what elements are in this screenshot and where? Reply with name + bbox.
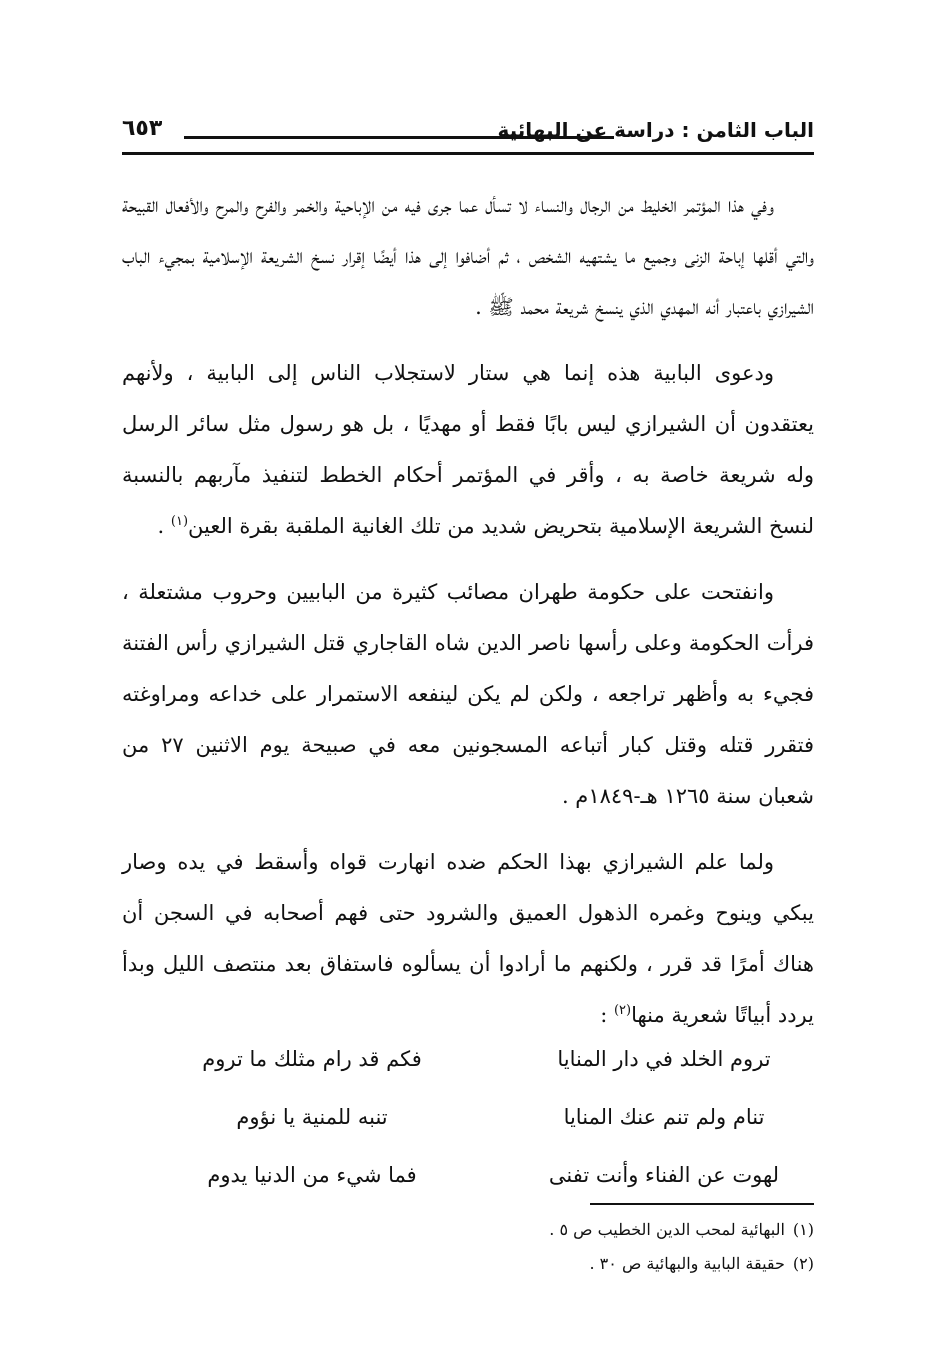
- footnote-number: (٢): [792, 1254, 814, 1273]
- paragraph-text: ولما علم الشيرازي بهذا الحكم ضده انهارت قواه وأسقط في يده وصار يبكي وينوح وغمره الذهول العميق والشرود حتى فهم أصحابه في السجن أن هناك أمرًا قد قرر ، ولكنهم ما أرادوا أن يسألوه فاستفاق بعد منتصف الليل وبدأ يردد أبياتًا شعرية منها: [122, 850, 814, 1027]
- footnote-number: (١): [792, 1220, 814, 1239]
- running-head: الباب الثامن : دراسة عن البهائية: [497, 118, 814, 142]
- poem-verse: [122, 1088, 814, 1146]
- verse-second-half: فما شيء من الدنيا يدوم: [207, 1163, 417, 1187]
- header-rule: [122, 152, 814, 155]
- paragraph-2: [122, 348, 814, 552]
- footnote-2: [122, 1247, 814, 1281]
- header-line: [184, 136, 614, 139]
- verse-second-half: تنبه للمنية يا نؤوم: [236, 1105, 388, 1129]
- verse-first-half: لهوت عن الفناء وأنت تفنى: [548, 1163, 780, 1187]
- footnote-text: حقيقة البابية والبهائية ص ٣٠ .: [589, 1254, 785, 1273]
- footnote-ref-2[interactable]: (٢): [613, 1003, 632, 1018]
- poem: [122, 1030, 814, 1204]
- footnote-text: البهائية لمحب الدين الخطيب ص ٥ .: [549, 1220, 785, 1239]
- paragraph-tail: .: [157, 514, 171, 538]
- footnotes: [122, 1213, 814, 1281]
- paragraph-tail: :: [600, 1003, 614, 1027]
- verse-first-half: تنام ولم تنم عنك المنايا: [563, 1105, 765, 1129]
- paragraph-text: وفي هذا المؤتمر الخليط من الرجال والنساء لا تسأل عما جرى فيه من الإباحية والخمر والفرح والمرح والأفعال القبيحة والتي أقلها إباحة الزنى وجميع ما يشتهيه الشخص ، ثم أضافوا إلى هذا أيضًا إقرار نسخ الشريعة الإسلامية بمجيء الباب الشيرازي باعتبار أنه المهدي الذي ينسخ شريعة محمد ﷺ .: [122, 193, 814, 319]
- paragraph-1: [122, 180, 814, 333]
- footnote-separator: [590, 1203, 814, 1205]
- page-number: ٦٥٣: [122, 116, 163, 141]
- paragraph-4: [122, 837, 814, 1041]
- poem-verse: [122, 1030, 814, 1088]
- verse-second-half: فكم قد رام مثلك ما تروم: [202, 1047, 422, 1071]
- paragraph-3: [122, 567, 814, 822]
- paragraph-text: ودعوى البابية هذه إنما هي ستار لاستجلاب الناس إلى البابية ، ولأنهم يعتقدون أن الشيرازي ليس بابًا فقط أو مهديًا ، بل هو رسول مثل سائر الرسل وله شريعة خاصة به ، وأقر في المؤتمر أحكام الخطط لتنفيذ مآربهم بالنسبة لنسخ الشريعة الإسلامية بتحريض شديد من تلك الغانية الملقبة بقرة العين: [122, 361, 814, 538]
- footnote-ref-1[interactable]: (١): [170, 514, 189, 529]
- page-header: [122, 112, 814, 152]
- poem-verse: [122, 1146, 814, 1204]
- footnote-1: [122, 1213, 814, 1247]
- paragraph-text: وانفتحت على حكومة طهران مصائب كثيرة من البابيين وحروب مشتعلة ، فرأت الحكومة وعلى رأسها ناصر الدين شاه القاجاري قتل الشيرازي رأس الفتنة فجيء به وأظهر تراجعه ، ولكن لم يكن لينفعه الاستمرار على خداعه ومراوغته فتقرر قتله وقتل كبار أتباعه المسجونين معه في صبيحة يوم الاثنين ٢٧ من شعبان سنة ١٢٦٥ هـ-١٨٤٩م .: [122, 580, 814, 808]
- main-text: [122, 180, 814, 1056]
- verse-first-half: تروم الخلد في دار المنايا: [557, 1047, 771, 1071]
